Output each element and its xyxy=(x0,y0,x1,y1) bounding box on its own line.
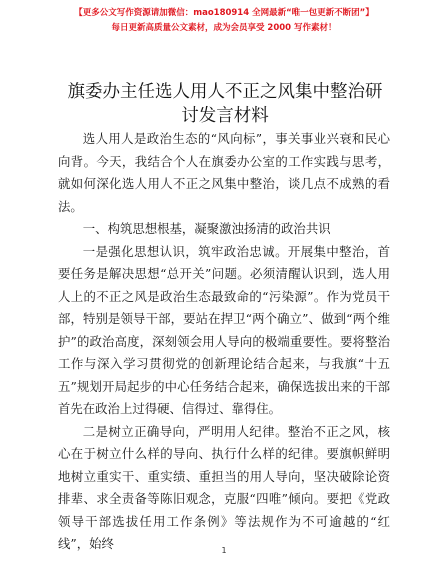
paragraph-intro: 选人用人是政治生态的“风向标”，事关事业兴衰和民心向背。今天，我结合个人在旗委办公室的工作实践与思考，就如何深化选人用人不正之风集中整治，谈几点不成熟的看法。 xyxy=(58,131,390,214)
paragraph-point-2: 二是树立正确导向，严明用人纪律。整治不正之风，核心在于树立什么样的导向、执行什么样的纪律。要旗帜鲜明地树立重实干、重实绩、重担当的用人导向，坚决破除论资排辈、求全责备等陈旧观念，克服“四唯”倾向。要把《党政领导干部选拔任用工作条例》等法规作为不可逾越的“红线”，始终 xyxy=(58,423,390,551)
page-number: 1 xyxy=(221,546,227,555)
section-heading-1: 一、构筑思想根基，凝聚激浊扬清的政治共识 xyxy=(82,221,331,236)
promo-banner-line1: 【更多公文写作资源请加微信：mao180914 全网最新“唯一包更新不断团”】 xyxy=(74,8,374,18)
promo-banner-line2: 每日更新高质量公文素材，成为会员享受 2000 写作素材！ xyxy=(111,23,337,33)
document-title: 旗委办主任选人用人不正之风集中整治研讨发言材料 xyxy=(67,82,383,126)
paragraph-point-1: 一是强化思想认识，筑牢政治忠诚。开展集中整治，首要任务是解决思想“总开关”问题。必须清醒认识到，选人用人上的不正之风是政治生态最致命的“污染源”。作为党员干部，特别是领导干部，要站在捍卫“两个确立”、做到“两个维护”的政治高度，深刻领会用人导向的极端重要性。要将整治工作与深入学习贯彻党的创新理论结合起来，与我旗“十五五”规划开局起步的中心任务结合起来，确保选拔出来的干部首先在政治上过得硬、信得过、靠得住。 xyxy=(58,243,390,416)
document-body xyxy=(58,128,390,556)
promo-banner xyxy=(0,6,448,35)
